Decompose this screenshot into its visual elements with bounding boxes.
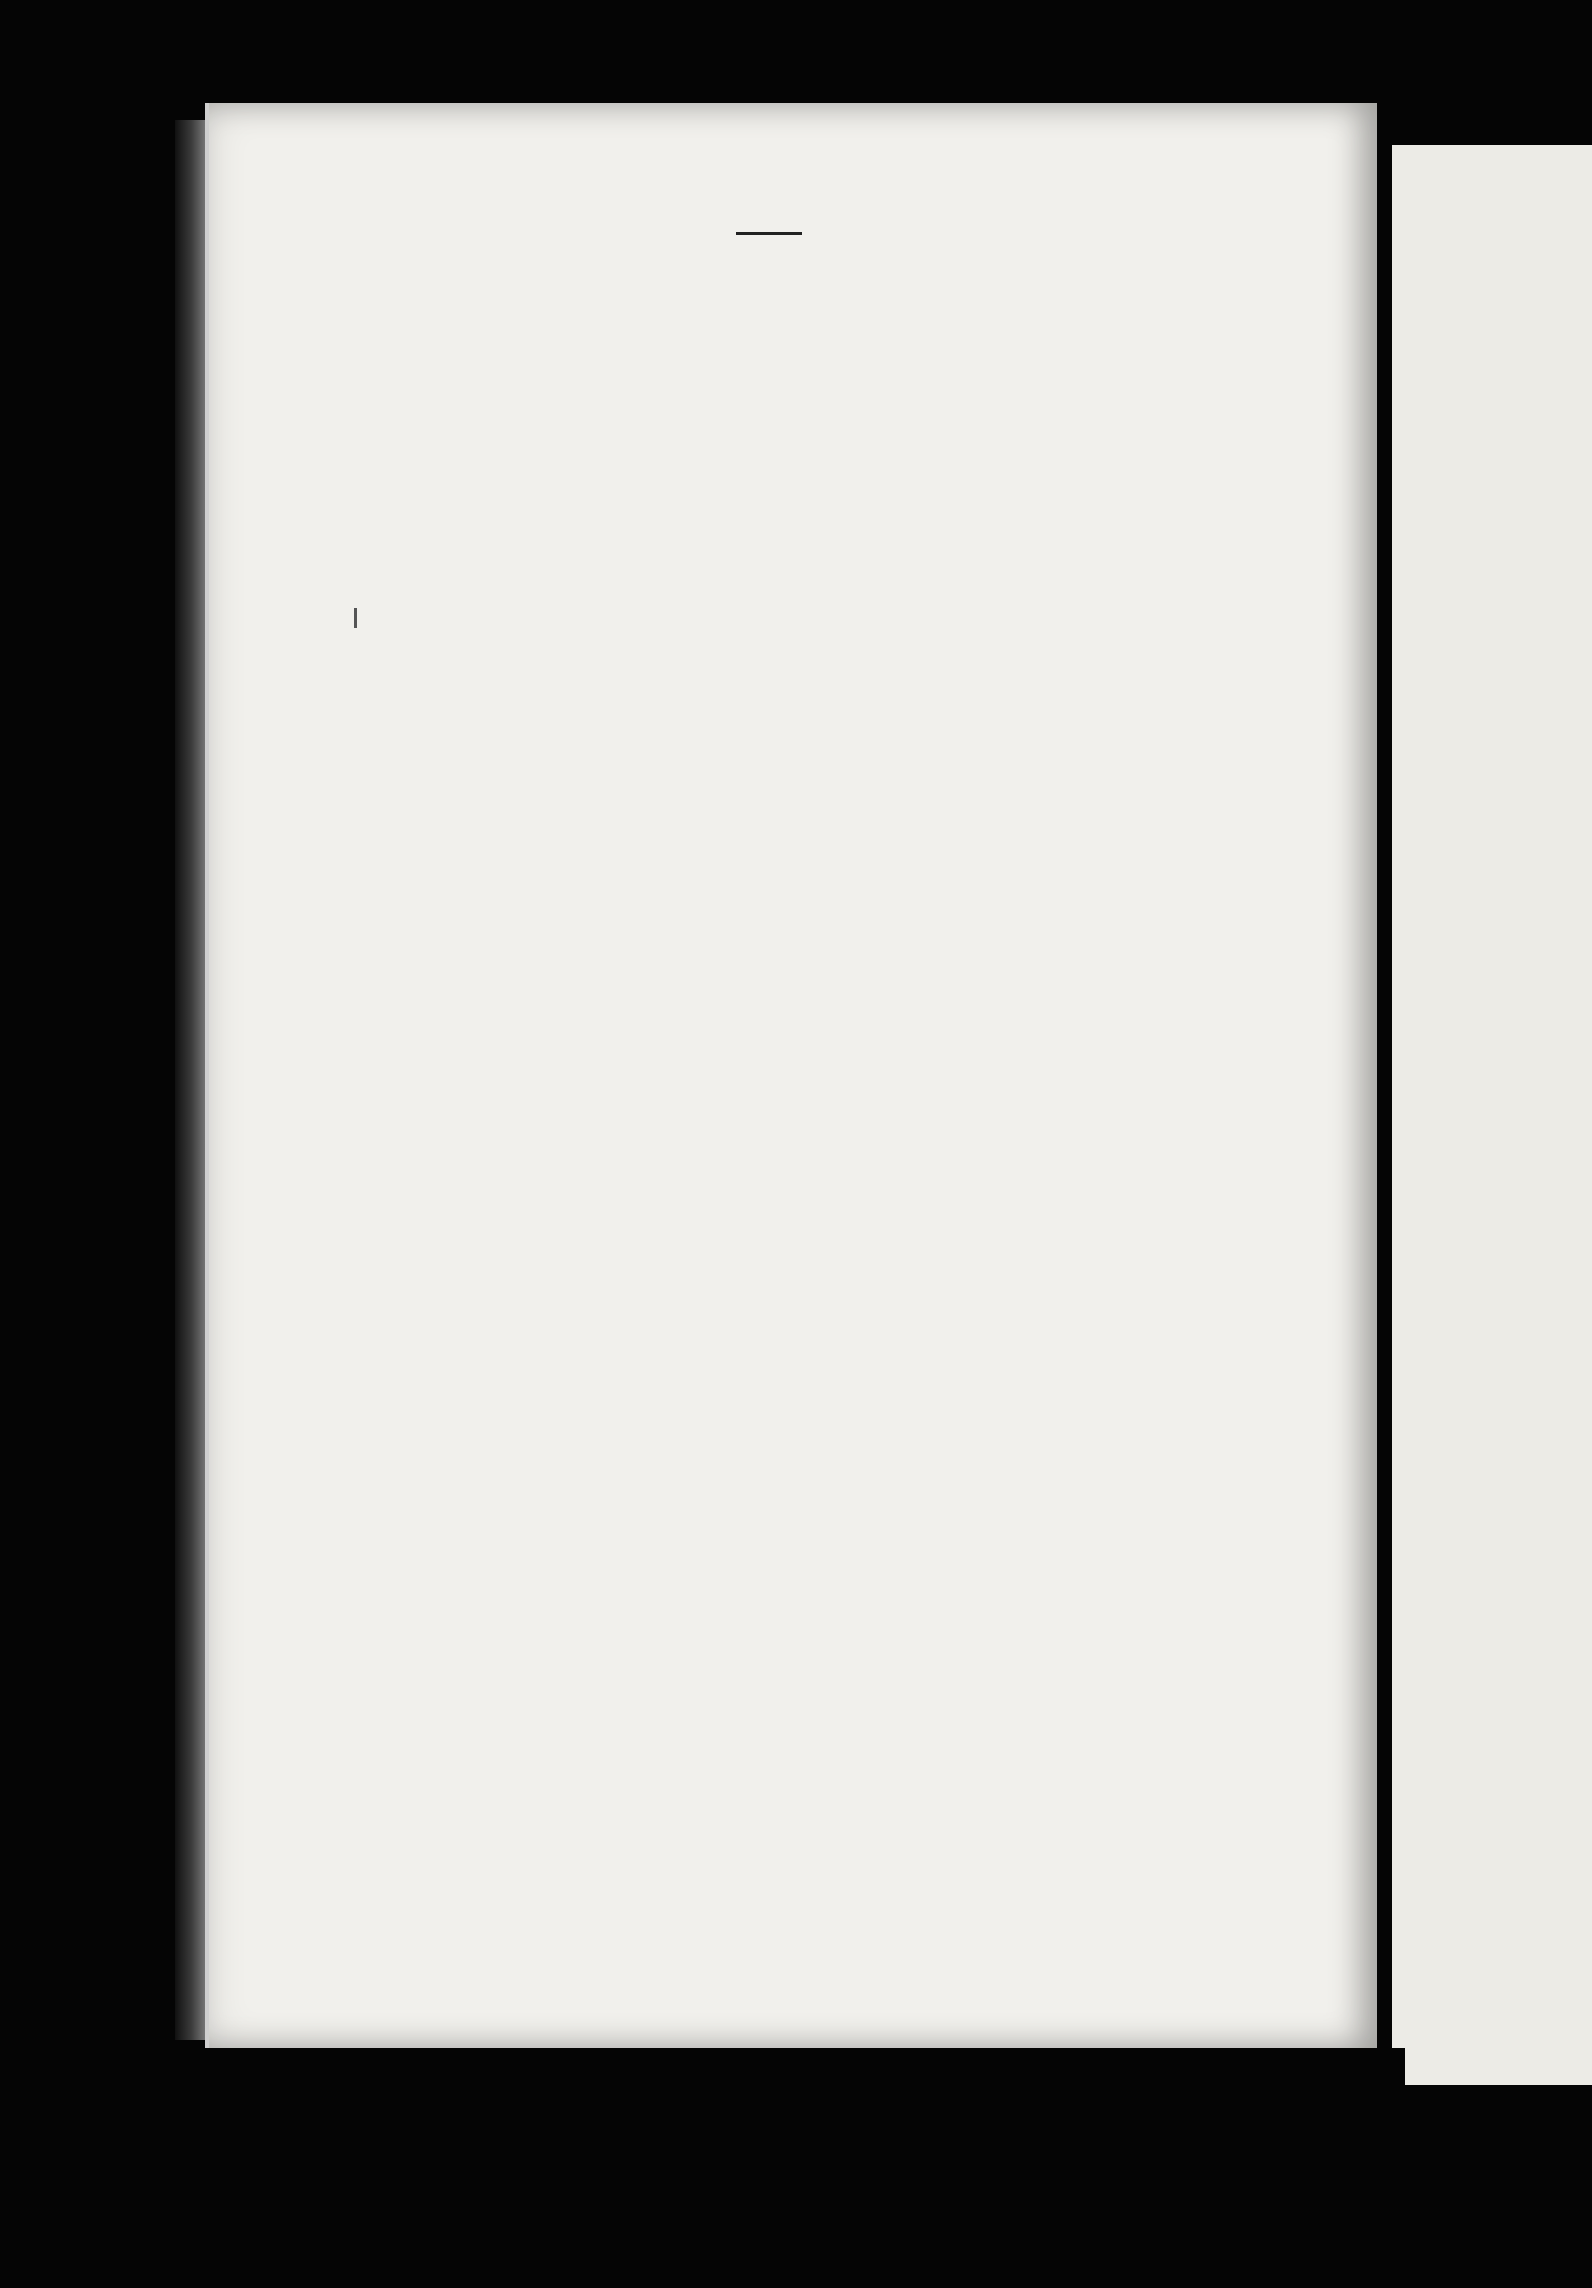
section-header xyxy=(229,243,1309,287)
book-page-right xyxy=(1392,145,1592,2085)
book-page-left xyxy=(205,103,1377,2048)
scan-background xyxy=(205,2048,1405,2288)
entries-column xyxy=(229,218,1309,293)
margin-mark xyxy=(354,608,357,628)
section-rule xyxy=(736,232,802,235)
book-gutter xyxy=(175,120,207,2040)
